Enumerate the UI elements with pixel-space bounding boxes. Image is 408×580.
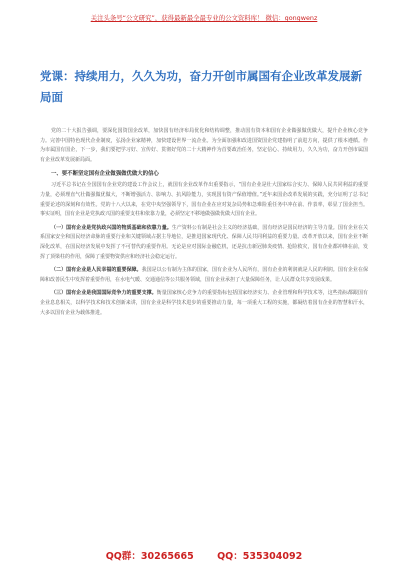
intro-paragraph: 党的二十大报告强调，要深化国资国企改革，加快国有经济布局优化和结构调整，推动国有资本和国有企业做强做优做大，提升企业核心竞争力。完善中国特色现代企业制度，弘扬企业家精神，加快建设世界一流企业。为全面加强和改进国资国企党建指明了前进方向，提供了根本遵循。作为市属国有国企，下一步，我们要把学习好、宣传好、贯彻好党的二十大精神作为首要政治任务，坚定信心、持续用力，久久为功，奋力开创市属国有企业改革发展新局面。 bbox=[40, 128, 368, 163]
paragraph-text: 生产资料公有制是社会主义的经济基础，国有经济是国民经济的主导力量。国有企业在关系国家安全和国民经济命脉的重要行业和关键领域占据主导地位，是推进国家现代化、保障人民共同利益的重要力量。改革开放以来，国有企业不断深化改革，在国民经济发展中发挥了不可替代的重要作用。无论是应对国际金融危机，还是抗击新冠肺炎疫情、抢险救灾，国有企业都冲锋在前，发挥了顶梁柱的作用，保障了重要物资供应和经济社会稳定运行。 bbox=[40, 224, 368, 260]
section-heading: 一、要不断坚定国有企业做强做优做大的信心 bbox=[51, 171, 159, 178]
paragraph-lead: （三）国有企业是我国国际竞争力的重要支撑。 bbox=[51, 290, 157, 297]
qq-number: QQ：535304092 bbox=[217, 551, 303, 562]
top-banner[interactable]: 关注头条号“公文研究”，获得最新最全最专业的公文资料库！ 微信：gongwenz bbox=[90, 14, 318, 22]
body-paragraph: 习近平总书记在全国国有企业党的建设工作会议上，就国有企业改革作出重要指示，“国有企业是壮大国家综合实力、保障人民共同利益的重要力量，必须理直气壮做强做优做大，不断增强活力、影响力、抗风险能力，实现国有资产保值增值。”近年来国企改革发展的实践，充分证明了总书记重要论述的深刻和有效性。党的十八大以来，在党中央坚强领导下，国有企业在应对复杂局势和急难险重任务中冲在前、作表率，彰显了国企担当。事实证明，国有企业是党执政兴国的重要支柱和依靠力量，必须坚定不移地做强做优做大国有企业。 bbox=[40, 182, 368, 218]
document-body bbox=[40, 127, 368, 322]
paragraph-text: 我国是以公有制为主体的国家，国有企业为人民所有，国有企业的利润就是人民的利润。国有企业在保障和改善民生中发挥着重要作用，在水电气暖、交通通信等公共服务领域，国有企业承担了大量保障任务，让人民群众共享发展成果。 bbox=[40, 267, 368, 283]
body-paragraph-lead bbox=[40, 224, 368, 262]
qq-group: QQ群：30265665 bbox=[105, 551, 194, 562]
paragraph-lead: （二）国有企业是人民幸福的重要保障。 bbox=[51, 267, 142, 274]
body-paragraph-lead bbox=[40, 266, 368, 285]
paragraph-text: 衡量国家核心竞争力的重要指标包括国家经济实力、企业管理和科学技术等，这些指标都跟国有企业息息相关，以科学技术和技术创新来讲，国有企业是科学技术进步的重要推动力量，每一项重大工程的实施，都凝结着国有企业的智慧和汗水，大多以国有企业为载体推进。 bbox=[40, 290, 368, 316]
paragraph-lead: （一）国有企业是党执政兴国的物质基础和依靠力量。 bbox=[51, 224, 172, 231]
body-paragraph-lead bbox=[40, 289, 368, 318]
document-title: 党课：持续用力，久久为功，奋力开创市属国有企业改革发展新局面 bbox=[40, 69, 362, 104]
footer-contact bbox=[0, 548, 408, 562]
